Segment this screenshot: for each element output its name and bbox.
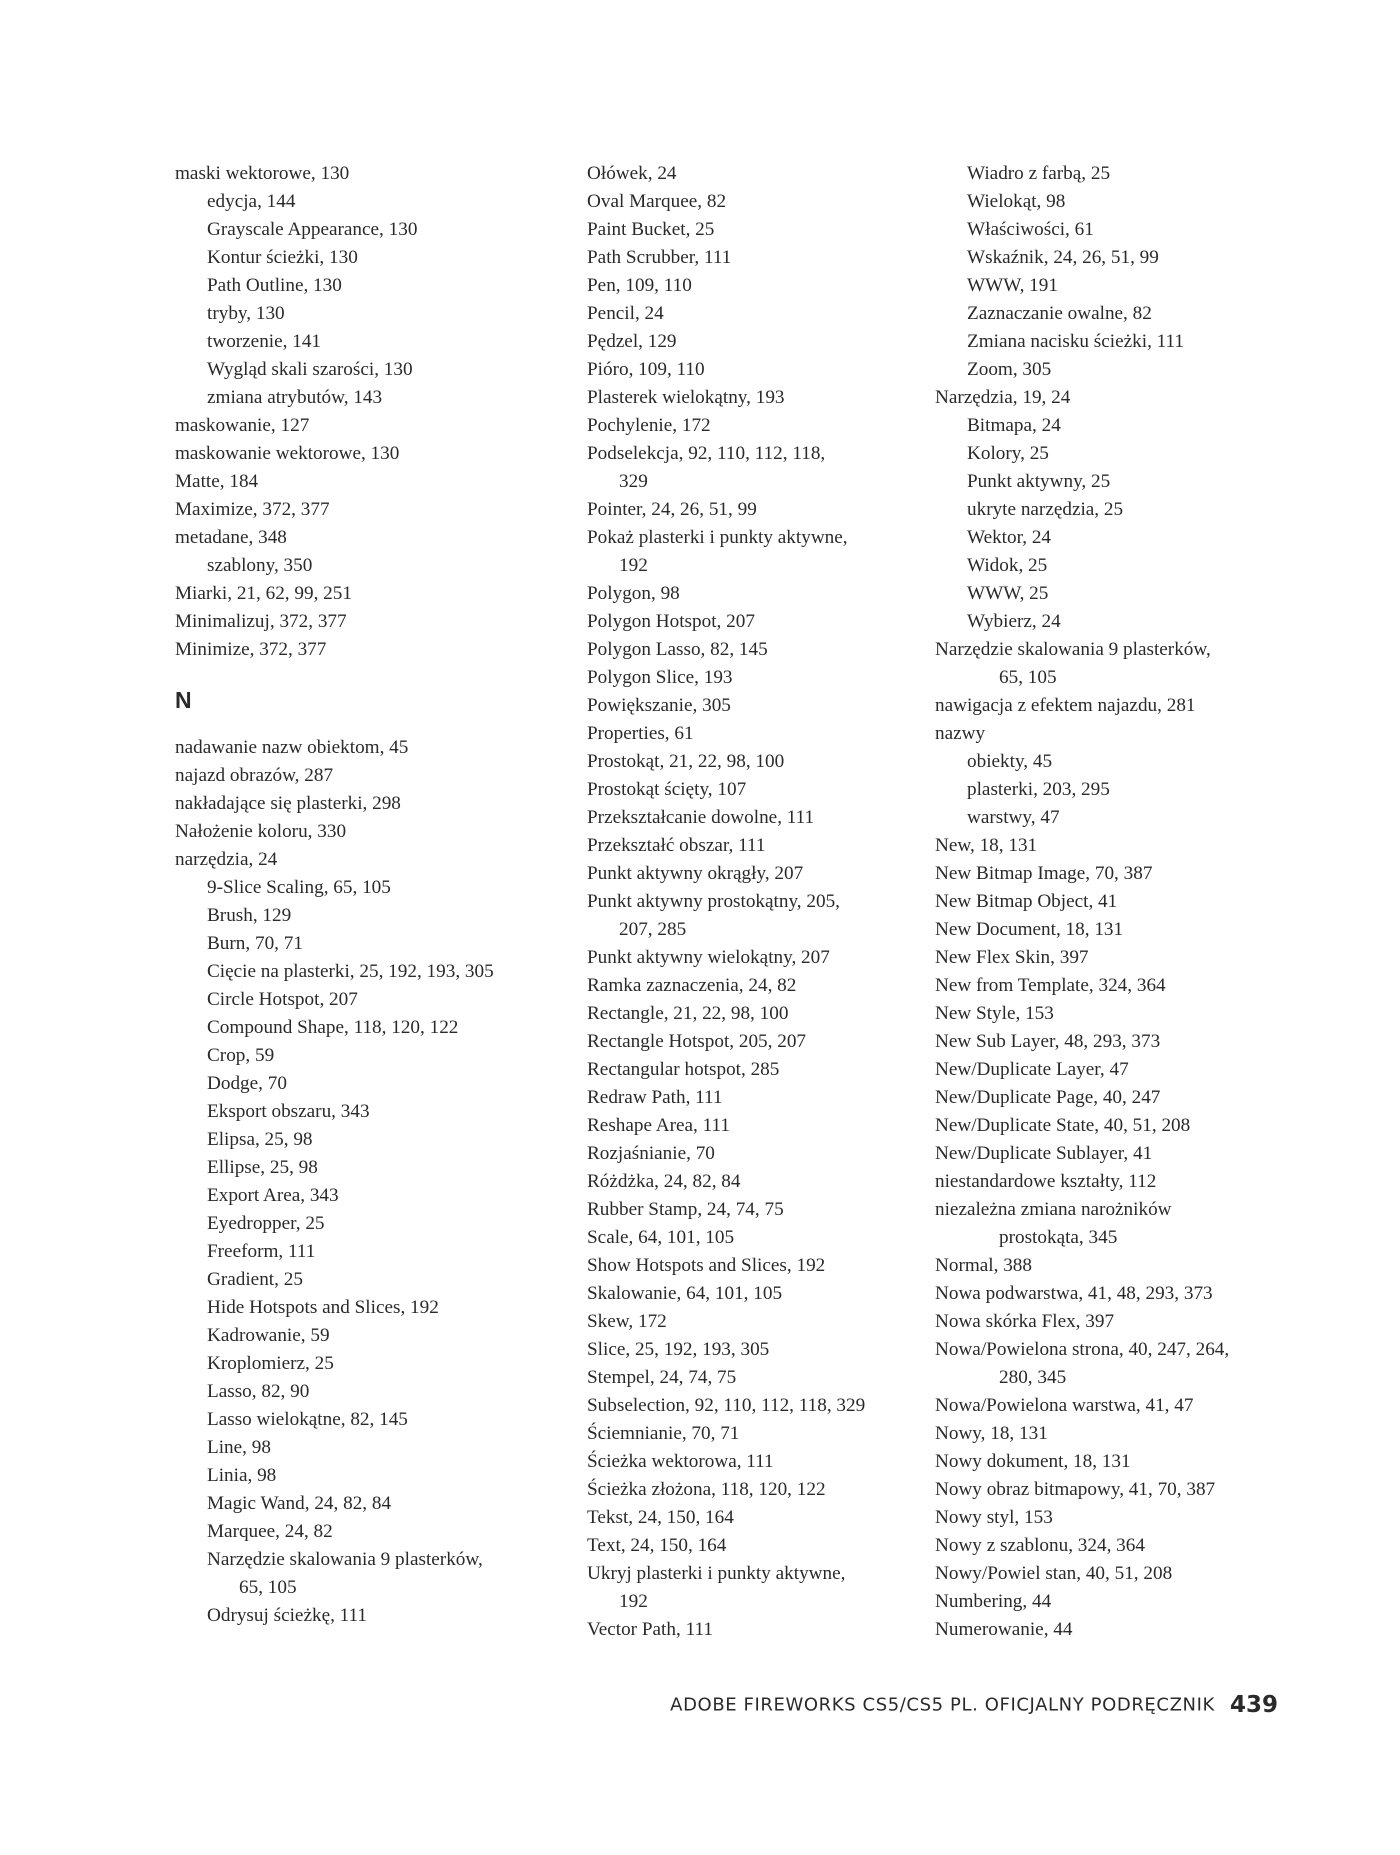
- index-entry: Pokaż plasterki i punkty aktywne,: [587, 527, 848, 548]
- index-subentry: WWW, 191: [967, 275, 1058, 296]
- index-subentry: WWW, 25: [967, 583, 1049, 604]
- index-column-1: [175, 160, 565, 1630]
- index-entry: New Bitmap Image, 70, 387: [935, 863, 1153, 884]
- index-subentry: Cięcie na plasterki, 25, 192, 193, 305: [207, 961, 494, 982]
- index-subentry: Line, 98: [207, 1437, 271, 1458]
- index-entry: Prostokąt ścięty, 107: [587, 779, 747, 800]
- index-subentry: Grayscale Appearance, 130: [207, 219, 418, 240]
- index-subentry: Zoom, 305: [967, 359, 1052, 380]
- index-entry: Pędzel, 129: [587, 331, 677, 352]
- index-entry: Punkt aktywny prostokątny, 205,: [587, 891, 840, 912]
- index-entry: Slice, 25, 192, 193, 305: [587, 1339, 770, 1360]
- index-entry: New Style, 153: [935, 1003, 1054, 1024]
- index-subentry: prostokąta, 345: [999, 1227, 1118, 1248]
- index-entry: Punkt aktywny wielokątny, 207: [587, 947, 830, 968]
- index-entry: Reshape Area, 111: [587, 1115, 730, 1136]
- index-subentry: Lasso wielokątne, 82, 145: [207, 1409, 408, 1430]
- index-entry: Path Scrubber, 111: [587, 247, 732, 268]
- index-entry: Text, 24, 150, 164: [587, 1535, 727, 1556]
- index-entry: Redraw Path, 111: [587, 1087, 723, 1108]
- index-entry: New from Template, 324, 364: [935, 975, 1166, 996]
- index-entry: najazd obrazów, 287: [175, 765, 334, 786]
- index-subentry: Linia, 98: [207, 1465, 277, 1486]
- index-entry: Nowa/Powielona strona, 40, 247, 264,: [935, 1339, 1230, 1360]
- index-entry: New Document, 18, 131: [935, 919, 1124, 940]
- index-entry: nakładające się plasterki, 298: [175, 793, 401, 814]
- index-subentry: Bitmapa, 24: [967, 415, 1061, 436]
- index-entry: maskowanie wektorowe, 130: [175, 443, 400, 464]
- index-entry: Przekształć obszar, 111: [587, 835, 766, 856]
- index-subentry: Magic Wand, 24, 82, 84: [207, 1493, 392, 1514]
- index-subentry: plasterki, 203, 295: [967, 779, 1110, 800]
- index-entry: Rectangle Hotspot, 205, 207: [587, 1031, 807, 1052]
- index-entry: Nowy obraz bitmapowy, 41, 70, 387: [935, 1479, 1216, 1500]
- index-entry: Pen, 109, 110: [587, 275, 692, 296]
- index-entry: New Flex Skin, 397: [935, 947, 1089, 968]
- index-entry: Ściemnianie, 70, 71: [587, 1423, 740, 1444]
- index-entry: Podselekcja, 92, 110, 112, 118,: [587, 443, 826, 464]
- index-entry: Powiększanie, 305: [587, 695, 731, 716]
- index-entry: Przekształcanie dowolne, 111: [587, 807, 815, 828]
- page-number: 439: [1229, 1692, 1278, 1718]
- index-entry: metadane, 348: [175, 527, 287, 548]
- index-entry: Miarki, 21, 62, 99, 251: [175, 583, 352, 604]
- index-subentry: Wiadro z farbą, 25: [967, 163, 1111, 184]
- index-subentry: Hide Hotspots and Slices, 192: [207, 1297, 439, 1318]
- index-entry: nazwy: [935, 723, 986, 744]
- index-entry: Numbering, 44: [935, 1591, 1052, 1612]
- index-entry: Pióro, 109, 110: [587, 359, 705, 380]
- index-column-3: [935, 160, 1275, 1644]
- index-entry: Nowy styl, 153: [935, 1507, 1053, 1528]
- index-subentry: Ellipse, 25, 98: [207, 1157, 318, 1178]
- index-subentry: Freeform, 111: [207, 1241, 316, 1262]
- index-entry: Nowa/Powielona warstwa, 41, 47: [935, 1395, 1194, 1416]
- index-subentry: 207, 285: [619, 919, 687, 940]
- index-entry: New/Duplicate Sublayer, 41: [935, 1143, 1153, 1164]
- index-subentry: Widok, 25: [967, 555, 1048, 576]
- index-subentry: Odrysuj ścieżkę, 111: [207, 1605, 368, 1626]
- index-entry: Różdżka, 24, 82, 84: [587, 1171, 741, 1192]
- index-subentry: Kontur ścieżki, 130: [207, 247, 358, 268]
- index-entry: Vector Path, 111: [587, 1619, 713, 1640]
- index-subentry: Zaznaczanie owalne, 82: [967, 303, 1152, 324]
- section-heading: N: [175, 687, 192, 713]
- index-entry: Plasterek wielokątny, 193: [587, 387, 785, 408]
- footer-book-title: ADOBE FIREWORKS CS5/CS5 PL. OFICJALNY PODRĘCZNIK: [670, 1694, 1215, 1716]
- index-subentry: Kadrowanie, 59: [207, 1325, 330, 1346]
- index-entry: niezależna zmiana narożników: [935, 1199, 1172, 1220]
- index-entry: Properties, 61: [587, 723, 694, 744]
- index-entry: Rectangle, 21, 22, 98, 100: [587, 1003, 789, 1024]
- index-subentry: szablony, 350: [207, 555, 313, 576]
- index-subentry: Compound Shape, 118, 120, 122: [207, 1017, 459, 1038]
- index-entry: Tekst, 24, 150, 164: [587, 1507, 734, 1528]
- index-entry: Nowa skórka Flex, 397: [935, 1311, 1115, 1332]
- index-entry: Ukryj plasterki i punkty aktywne,: [587, 1563, 846, 1584]
- index-entry: Nowy/Powiel stan, 40, 51, 208: [935, 1563, 1173, 1584]
- index-entry: Nowy dokument, 18, 131: [935, 1451, 1131, 1472]
- index-subentry: 329: [619, 471, 648, 492]
- index-subentry: 9-Slice Scaling, 65, 105: [207, 877, 391, 898]
- index-entry: narzędzia, 24: [175, 849, 278, 870]
- index-entry: Ścieżka złożona, 118, 120, 122: [587, 1479, 826, 1500]
- index-entry: Ramka zaznaczenia, 24, 82: [587, 975, 797, 996]
- index-entry: Paint Bucket, 25: [587, 219, 715, 240]
- index-entry: Skalowanie, 64, 101, 105: [587, 1283, 783, 1304]
- index-subentry: ukryte narzędzia, 25: [967, 499, 1124, 520]
- index-entry: Pochylenie, 172: [587, 415, 711, 436]
- index-subentry: Crop, 59: [207, 1045, 275, 1066]
- index-subentry: Burn, 70, 71: [207, 933, 303, 954]
- page-footer: [670, 1692, 1278, 1718]
- index-entry: New/Duplicate Layer, 47: [935, 1059, 1129, 1080]
- index-subentry: Właściwości, 61: [967, 219, 1094, 240]
- index-entry: Matte, 184: [175, 471, 259, 492]
- index-subentry: 65, 105: [239, 1577, 297, 1598]
- index-entry: Maximize, 372, 377: [175, 499, 330, 520]
- index-entry: Narzędzia, 19, 24: [935, 387, 1071, 408]
- index-entry: New, 18, 131: [935, 835, 1038, 856]
- index-entry: Ołówek, 24: [587, 163, 677, 184]
- index-entry: Skew, 172: [587, 1311, 667, 1332]
- index-subentry: Brush, 129: [207, 905, 292, 926]
- index-entry: New/Duplicate State, 40, 51, 208: [935, 1115, 1191, 1136]
- index-column-2: [587, 160, 917, 1644]
- index-subentry: Kroplomierz, 25: [207, 1353, 334, 1374]
- index-subentry: 192: [619, 555, 648, 576]
- index-subentry: Kolory, 25: [967, 443, 1049, 464]
- index-entry: maskowanie, 127: [175, 415, 310, 436]
- index-entry: Polygon Slice, 193: [587, 667, 733, 688]
- index-subentry: zmiana atrybutów, 143: [207, 387, 383, 408]
- index-entry: New/Duplicate Page, 40, 247: [935, 1087, 1161, 1108]
- index-entry: Nowa podwarstwa, 41, 48, 293, 373: [935, 1283, 1213, 1304]
- index-subentry: tworzenie, 141: [207, 331, 322, 352]
- index-subentry: Export Area, 343: [207, 1185, 339, 1206]
- index-entry: Prostokąt, 21, 22, 98, 100: [587, 751, 785, 772]
- index-entry: niestandardowe kształty, 112: [935, 1171, 1157, 1192]
- index-entry: Minimalizuj, 372, 377: [175, 611, 347, 632]
- index-entry: Pointer, 24, 26, 51, 99: [587, 499, 757, 520]
- index-subentry: Wektor, 24: [967, 527, 1052, 548]
- index-subentry: Gradient, 25: [207, 1269, 303, 1290]
- index-subentry: Wielokąt, 98: [967, 191, 1066, 212]
- index-subentry: Path Outline, 130: [207, 275, 342, 296]
- index-entry: Show Hotspots and Slices, 192: [587, 1255, 826, 1276]
- index-entry: Rubber Stamp, 24, 74, 75: [587, 1199, 784, 1220]
- index-entry: Minimize, 372, 377: [175, 639, 327, 660]
- index-entry: nawigacja z efektem najazdu, 281: [935, 695, 1196, 716]
- index-subentry: Narzędzie skalowania 9 plasterków,: [207, 1549, 483, 1570]
- index-subentry: Wygląd skali szarości, 130: [207, 359, 413, 380]
- index-entry: New Bitmap Object, 41: [935, 891, 1118, 912]
- index-entry: Rozjaśnianie, 70: [587, 1143, 715, 1164]
- index-entry: Normal, 388: [935, 1255, 1032, 1276]
- index-subentry: tryby, 130: [207, 303, 285, 324]
- index-subentry: Punkt aktywny, 25: [967, 471, 1111, 492]
- index-subentry: Wskaźnik, 24, 26, 51, 99: [967, 247, 1159, 268]
- index-subentry: Wybierz, 24: [967, 611, 1061, 632]
- index-entry: Nowy z szablonu, 324, 364: [935, 1535, 1145, 1556]
- index-entry: Subselection, 92, 110, 112, 118, 329: [587, 1395, 866, 1416]
- index-subentry: 280, 345: [999, 1367, 1067, 1388]
- index-entry: Nowy, 18, 131: [935, 1423, 1048, 1444]
- index-entry: Narzędzie skalowania 9 plasterków,: [935, 639, 1211, 660]
- index-subentry: edycja, 144: [207, 191, 296, 212]
- index-subentry: Dodge, 70: [207, 1073, 287, 1094]
- index-subentry: Eyedropper, 25: [207, 1213, 325, 1234]
- index-entry: Nałożenie koloru, 330: [175, 821, 347, 842]
- index-entry: Punkt aktywny okrągły, 207: [587, 863, 804, 884]
- index-entry: Pencil, 24: [587, 303, 664, 324]
- index-subentry: Marquee, 24, 82: [207, 1521, 333, 1542]
- index-entry: Stempel, 24, 74, 75: [587, 1367, 737, 1388]
- index-entry: Numerowanie, 44: [935, 1619, 1073, 1640]
- index-entry: Polygon Hotspot, 207: [587, 611, 755, 632]
- index-subentry: Lasso, 82, 90: [207, 1381, 310, 1402]
- index-subentry: warstwy, 47: [967, 807, 1060, 828]
- index-entry: maski wektorowe, 130: [175, 163, 350, 184]
- index-subentry: Circle Hotspot, 207: [207, 989, 358, 1010]
- index-entry: Oval Marquee, 82: [587, 191, 727, 212]
- index-subentry: Elipsa, 25, 98: [207, 1129, 313, 1150]
- index-entry: nadawanie nazw obiektom, 45: [175, 737, 409, 758]
- index-entry: Scale, 64, 101, 105: [587, 1227, 735, 1248]
- index-entry: Rectangular hotspot, 285: [587, 1059, 780, 1080]
- index-subentry: Zmiana nacisku ścieżki, 111: [967, 331, 1185, 352]
- index-entry: Polygon Lasso, 82, 145: [587, 639, 768, 660]
- index-entry: New Sub Layer, 48, 293, 373: [935, 1031, 1161, 1052]
- index-entry: Polygon, 98: [587, 583, 680, 604]
- index-subentry: obiekty, 45: [967, 751, 1053, 772]
- index-subentry: 192: [619, 1591, 648, 1612]
- index-entry: Ścieżka wektorowa, 111: [587, 1451, 774, 1472]
- index-subentry: Eksport obszaru, 343: [207, 1101, 370, 1122]
- index-subentry: 65, 105: [999, 667, 1057, 688]
